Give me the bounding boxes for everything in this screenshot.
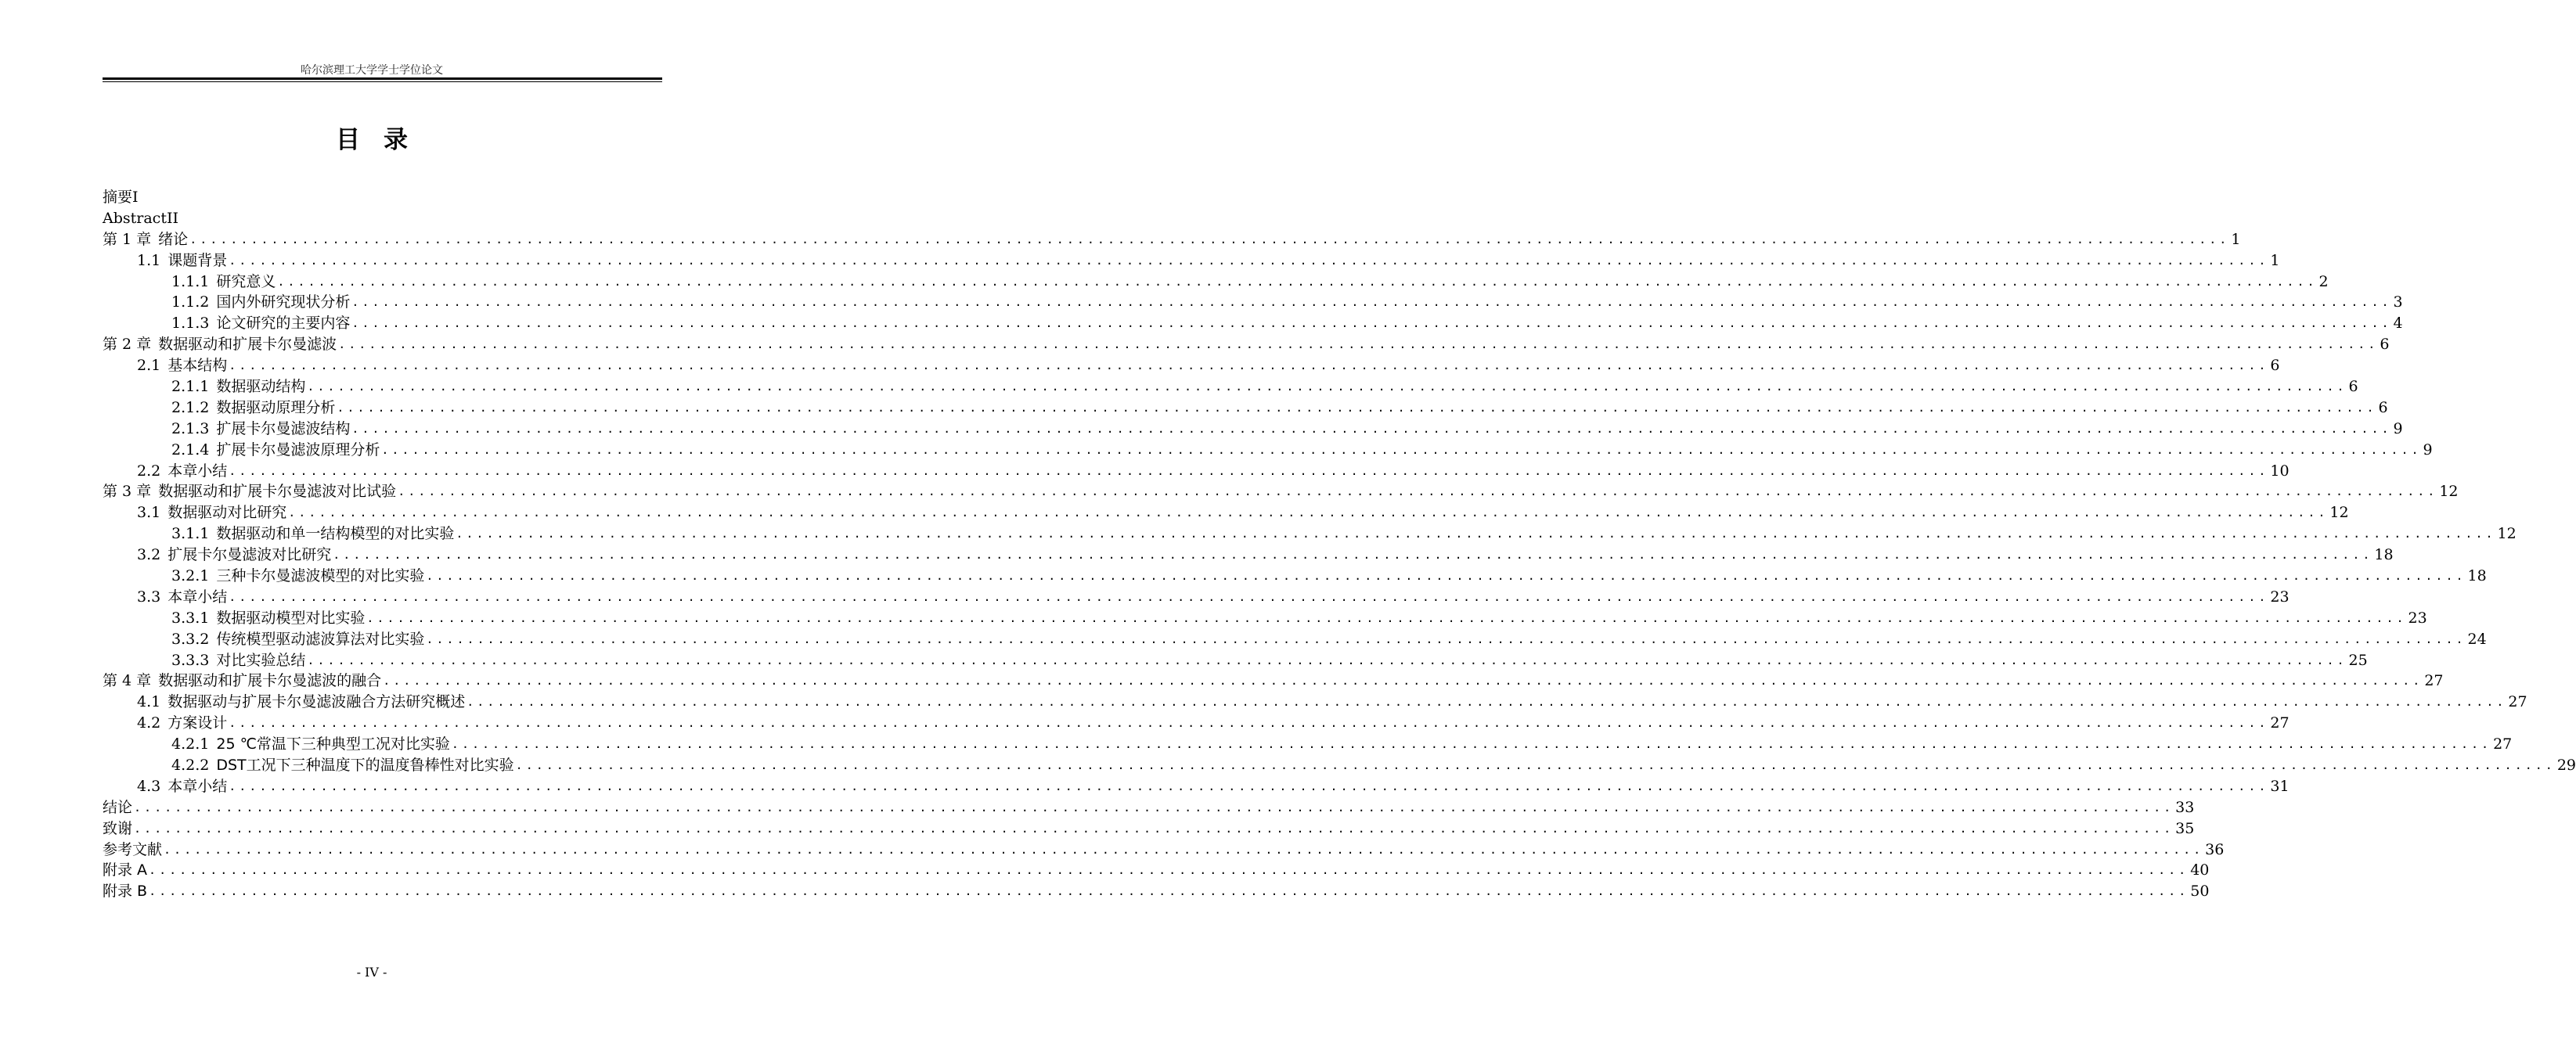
- toc-entry-title: 传统模型驱动滤波算法对比实验: [216, 630, 425, 648]
- toc-entry-number: 3.3: [137, 588, 161, 606]
- toc-dot-leader: ........................................................................................................................................................................................................: [351, 316, 2392, 331]
- toc-entry-number: 2.1.4: [171, 440, 210, 458]
- toc-entry-title: 数据驱动和扩展卡尔曼滤波对比试验: [158, 483, 397, 501]
- toc-entry-page: 23: [2408, 609, 2427, 627]
- toc-entry-label: [137, 461, 227, 482]
- toc-entry-number: 3.2.1: [171, 567, 210, 585]
- toc-entry-number: 4.2: [137, 714, 161, 732]
- toc-entry-number: 4.2.2: [171, 757, 210, 775]
- toc-entry-title: 附录 A: [103, 861, 148, 879]
- toc-entry-title: 国内外研究现状分析: [216, 293, 351, 311]
- toc-entry[interactable]: [103, 713, 2290, 734]
- toc-entry-title: 本章小结: [168, 588, 228, 606]
- toc-entry-title: 数据驱动模型对比实验: [216, 609, 366, 627]
- running-header: 哈尔滨理工大学学士学位论文: [301, 64, 443, 77]
- toc-entry-number: 2.1.1: [171, 378, 210, 395]
- toc-entry-label: [171, 650, 305, 671]
- toc-entry-page: 50: [2190, 883, 2210, 901]
- toc-entry-page: 12: [2497, 525, 2517, 543]
- toc-entry-number: 3.1: [137, 504, 161, 522]
- toc-entry-title: 数据驱动与扩展卡尔曼滤波融合方法研究概述: [168, 693, 466, 711]
- toc-entry-title: 扩展卡尔曼滤波原理分析: [216, 440, 380, 458]
- toc-dot-leader: ........................................................................................................................................................................................................: [398, 484, 2438, 499]
- toc-entry-number: 2.1: [137, 357, 161, 375]
- page-title: 目录: [336, 126, 431, 154]
- toc-entry[interactable]: [103, 881, 2210, 902]
- toc-entry-label: [171, 566, 424, 587]
- toc-entry-page: 1: [2270, 251, 2280, 269]
- toc-entry-title: 数据驱动和单一结构模型的对比实验: [216, 525, 455, 543]
- toc-entry-label: [103, 860, 147, 881]
- toc-entry-number: 1.1.3: [171, 315, 210, 333]
- toc-entry[interactable]: [103, 755, 2576, 776]
- toc-entry-label: [137, 545, 331, 566]
- toc-dot-leader: ........................................................................................................................................................................................................: [149, 884, 2189, 899]
- header-rule-thick: [103, 77, 662, 80]
- toc-entry-page: 9: [2423, 440, 2433, 458]
- toc-entry-title: 附录 B: [103, 883, 148, 901]
- toc-entry-page: 23: [2270, 588, 2290, 606]
- toc-entry-label: [171, 397, 335, 419]
- toc-entry[interactable]: [103, 208, 661, 229]
- toc-dot-leader: ........................................................................................................................................................................................................: [467, 695, 2507, 710]
- toc-entry[interactable]: [103, 650, 2368, 671]
- toc-entry[interactable]: [103, 229, 2241, 250]
- toc-entry[interactable]: [103, 587, 2290, 608]
- toc-entry-number: 4.2.1: [171, 735, 210, 753]
- toc-dot-leader: ........................................................................................................................................................................................................: [351, 421, 2392, 436]
- toc-entry-title: 本章小结: [168, 777, 228, 795]
- toc-entry-label: [103, 208, 178, 229]
- toc-entry-label: [171, 271, 276, 293]
- toc-entry-page: 9: [2393, 419, 2403, 437]
- toc-entry[interactable]: [103, 545, 2394, 566]
- toc-entry-page: 10: [2270, 462, 2290, 480]
- toc-dot-leader: ........................................................................................................................................................................................................: [307, 379, 2347, 394]
- toc-entry-number: 3.3.3: [171, 651, 210, 669]
- toc-entry-label: [103, 229, 188, 250]
- toc-entry-title: 基本结构: [168, 357, 228, 375]
- toc-entry[interactable]: [103, 292, 2403, 313]
- toc-dot-leader: ........................................................................................................................................................................................................: [134, 800, 2174, 814]
- toc-dot-leader: ........................................................................................................................................................................................................: [164, 842, 2204, 857]
- toc-entry[interactable]: [103, 355, 2280, 376]
- toc-entry-page: 31: [2270, 777, 2290, 795]
- toc-entry-page: 36: [2205, 840, 2225, 858]
- toc-dot-leader: ........................................................................................................................................................................................................: [288, 505, 2329, 520]
- toc-entry[interactable]: [103, 671, 2444, 692]
- toc-entry-page: 6: [2378, 398, 2388, 416]
- toc-dot-leader: ........................................................................................................................................................................................................: [229, 358, 2269, 373]
- toc-entry-page: 24: [2467, 630, 2487, 648]
- toc-entry-label: [171, 755, 514, 776]
- toc-entry[interactable]: [103, 419, 2403, 440]
- toc-entry-label: [171, 523, 454, 545]
- toc-entry-number: 2.1.2: [171, 398, 210, 416]
- toc-entry[interactable]: [103, 271, 2329, 293]
- toc-entry-label: [171, 734, 450, 755]
- toc-entry-label: [103, 818, 132, 840]
- toc-dot-leader: ........................................................................................................................................................................................................: [426, 631, 2466, 646]
- toc-entry-title: 参考文献: [103, 840, 163, 858]
- toc-entry-label: [171, 629, 424, 650]
- toc-dot-leader: ........................................................................................................................................................................................................: [337, 400, 2377, 415]
- toc-entry-title: 致谢: [103, 819, 133, 837]
- toc-entry-number: 第 2 章: [103, 336, 152, 354]
- toc-entry-label: [171, 292, 350, 313]
- toc-entry-title: 绪论: [158, 230, 189, 248]
- toc-entry-number: 2.1.3: [171, 419, 210, 437]
- toc-dot-leader: ........................................................................................................................................................................................................: [338, 337, 2379, 352]
- toc-entry[interactable]: [103, 734, 2513, 755]
- toc-entry-page: 27: [2493, 735, 2513, 753]
- toc-entry[interactable]: [103, 440, 2433, 461]
- toc-entry-number: 第 3 章: [103, 483, 152, 501]
- toc-dot-leader: ........................................................................................................................................................................................................: [229, 779, 2269, 793]
- toc-entry-label: [137, 502, 286, 523]
- toc-entry-label: [137, 355, 227, 376]
- toc-dot-leader: ........................................................................................................................................................................................................: [149, 863, 2189, 878]
- toc-entry-number: 3.1.1: [171, 525, 210, 543]
- toc-dot-leader: ........................................................................................................................................................................................................: [189, 232, 2230, 246]
- toc-entry[interactable]: [103, 187, 661, 208]
- toc-entry-label: [137, 776, 227, 797]
- toc-entry-title: 摘要I: [103, 188, 139, 206]
- toc-dot-leader: ........................................................................................................................................................................................................: [383, 674, 2423, 689]
- toc-entry-page: 18: [2374, 546, 2394, 564]
- toc-entry-title: 研究意义: [216, 272, 276, 290]
- toc-entry-page: 12: [2329, 504, 2349, 522]
- page-number: - IV -: [356, 965, 387, 980]
- toc-entry[interactable]: [103, 692, 2527, 713]
- toc-entry-page: 33: [2175, 798, 2195, 816]
- toc-entry-label: [171, 419, 350, 440]
- toc-entry-title: 数据驱动对比研究: [168, 504, 287, 522]
- toc-dot-leader: ........................................................................................................................................................................................................: [351, 295, 2392, 310]
- toc-entry-number: 4.1: [137, 693, 161, 711]
- toc-entry-page: 27: [2424, 672, 2444, 690]
- toc-entry[interactable]: [103, 776, 2290, 797]
- toc-entry[interactable]: [103, 629, 2487, 650]
- toc-entry-number: 3.3.2: [171, 630, 210, 648]
- toc-entry-label: [171, 608, 365, 629]
- toc-entry-label: [171, 313, 350, 334]
- toc-dot-leader: ........................................................................................................................................................................................................: [333, 548, 2373, 563]
- toc-entry-page: 6: [2348, 378, 2358, 395]
- toc-dot-leader: ........................................................................................................................................................................................................: [426, 569, 2466, 584]
- toc-entry-title: 课题背景: [168, 251, 228, 269]
- toc-entry-label: [103, 187, 139, 208]
- toc-entry-label: [103, 671, 381, 692]
- toc-entry-number: 1.1.2: [171, 293, 210, 311]
- toc-entry-title: 方案设计: [168, 714, 228, 732]
- toc-entry-title: 论文研究的主要内容: [216, 315, 351, 333]
- toc-entry-title: 25 ℃常温下三种典型工况对比实验: [216, 735, 450, 753]
- toc-entry[interactable]: [103, 523, 2517, 545]
- toc-entry-label: [103, 881, 147, 902]
- toc-entry-title: AbstractII: [103, 209, 178, 227]
- toc-dot-leader: ........................................................................................................................................................................................................: [229, 463, 2269, 478]
- toc-entry-title: 本章小结: [168, 462, 228, 480]
- toc-entry-title: 三种卡尔曼滤波模型的对比实验: [216, 567, 425, 585]
- toc-dot-leader: ........................................................................................................................................................................................................: [229, 716, 2269, 731]
- toc-entry-title: 扩展卡尔曼滤波对比研究: [168, 546, 332, 564]
- toc-entry-page: 35: [2175, 819, 2195, 837]
- toc-entry-title: 数据驱动和扩展卡尔曼滤波: [158, 336, 337, 354]
- toc-entry-number: 4.3: [137, 777, 161, 795]
- toc-entry[interactable]: [103, 250, 2280, 271]
- toc-entry-title: 结论: [103, 798, 133, 816]
- toc-entry-number: 第 1 章: [103, 230, 152, 248]
- table-of-contents: [103, 187, 2576, 902]
- toc-entry-page: 3: [2393, 293, 2403, 311]
- toc-entry-page: 25: [2348, 651, 2368, 669]
- toc-entry-page: 2: [2318, 272, 2329, 290]
- toc-entry-page: 6: [2270, 357, 2280, 375]
- toc-entry-title: 对比实验总结: [216, 651, 306, 669]
- toc-entry-title: DST工况下三种温度下的温度鲁棒性对比实验: [216, 757, 514, 775]
- toc-entry-number: 3.3.1: [171, 609, 210, 627]
- toc-entry[interactable]: [103, 840, 2225, 861]
- toc-entry[interactable]: [103, 797, 2195, 818]
- toc-dot-leader: ........................................................................................................................................................................................................: [366, 610, 2407, 625]
- toc-entry[interactable]: [103, 566, 2487, 587]
- toc-entry-page: 40: [2190, 861, 2210, 879]
- toc-entry-title: 数据驱动原理分析: [216, 398, 336, 416]
- toc-entry-label: [171, 440, 380, 461]
- toc-dot-leader: ........................................................................................................................................................................................................: [515, 758, 2556, 773]
- toc-entry-title: 数据驱动和扩展卡尔曼滤波的融合: [158, 672, 382, 690]
- toc-entry[interactable]: [103, 502, 2349, 523]
- toc-entry-number: 3.2: [137, 546, 161, 564]
- toc-dot-leader: ........................................................................................................................................................................................................: [307, 653, 2347, 667]
- toc-entry-page: 12: [2439, 483, 2459, 501]
- toc-entry-page: 18: [2467, 567, 2487, 585]
- toc-entry-label: [137, 250, 227, 271]
- toc-entry-number: 1.1.1: [171, 272, 210, 290]
- toc-entry-label: [137, 692, 465, 713]
- toc-dot-leader: ........................................................................................................................................................................................................: [229, 253, 2269, 268]
- toc-entry-label: [103, 334, 337, 355]
- toc-entry-page: 27: [2508, 693, 2527, 711]
- toc-dot-leader: ........................................................................................................................................................................................................: [229, 589, 2269, 604]
- toc-entry-page: 1: [2231, 230, 2241, 248]
- toc-entry[interactable]: [103, 818, 2195, 840]
- toc-entry-number: 2.2: [137, 462, 161, 480]
- toc-entry[interactable]: [103, 608, 2427, 629]
- toc-dot-leader: ........................................................................................................................................................................................................: [277, 274, 2318, 289]
- toc-entry[interactable]: [103, 313, 2403, 334]
- toc-entry[interactable]: [103, 376, 2358, 397]
- toc-entry-label: [171, 376, 305, 397]
- toc-entry-label: [103, 840, 162, 861]
- toc-dot-leader: ........................................................................................................................................................................................................: [381, 442, 2422, 457]
- toc-entry-page: 6: [2380, 336, 2390, 354]
- toc-entry[interactable]: [103, 397, 2388, 419]
- toc-dot-leader: ........................................................................................................................................................................................................: [134, 821, 2174, 836]
- toc-entry[interactable]: [103, 861, 2210, 882]
- toc-entry[interactable]: [103, 461, 2290, 482]
- toc-entry-page: 29: [2556, 757, 2576, 775]
- toc-entry[interactable]: [103, 334, 2390, 355]
- toc-entry-number: 第 4 章: [103, 672, 152, 690]
- toc-entry-label: [137, 713, 227, 734]
- header-rule-thin: [103, 81, 662, 82]
- toc-dot-leader: ........................................................................................................................................................................................................: [451, 737, 2492, 752]
- toc-entry-label: [103, 481, 396, 502]
- toc-entry-number: 1.1: [137, 251, 161, 269]
- toc-entry-title: 数据驱动结构: [216, 378, 306, 395]
- toc-entry[interactable]: [103, 481, 2459, 502]
- toc-entry-page: 4: [2393, 315, 2403, 333]
- toc-entry-page: 27: [2270, 714, 2290, 732]
- toc-dot-leader: ........................................................................................................................................................................................................: [456, 527, 2496, 541]
- toc-entry-label: [103, 797, 132, 818]
- toc-entry-title: 扩展卡尔曼滤波结构: [216, 419, 351, 437]
- toc-entry-label: [137, 587, 227, 608]
